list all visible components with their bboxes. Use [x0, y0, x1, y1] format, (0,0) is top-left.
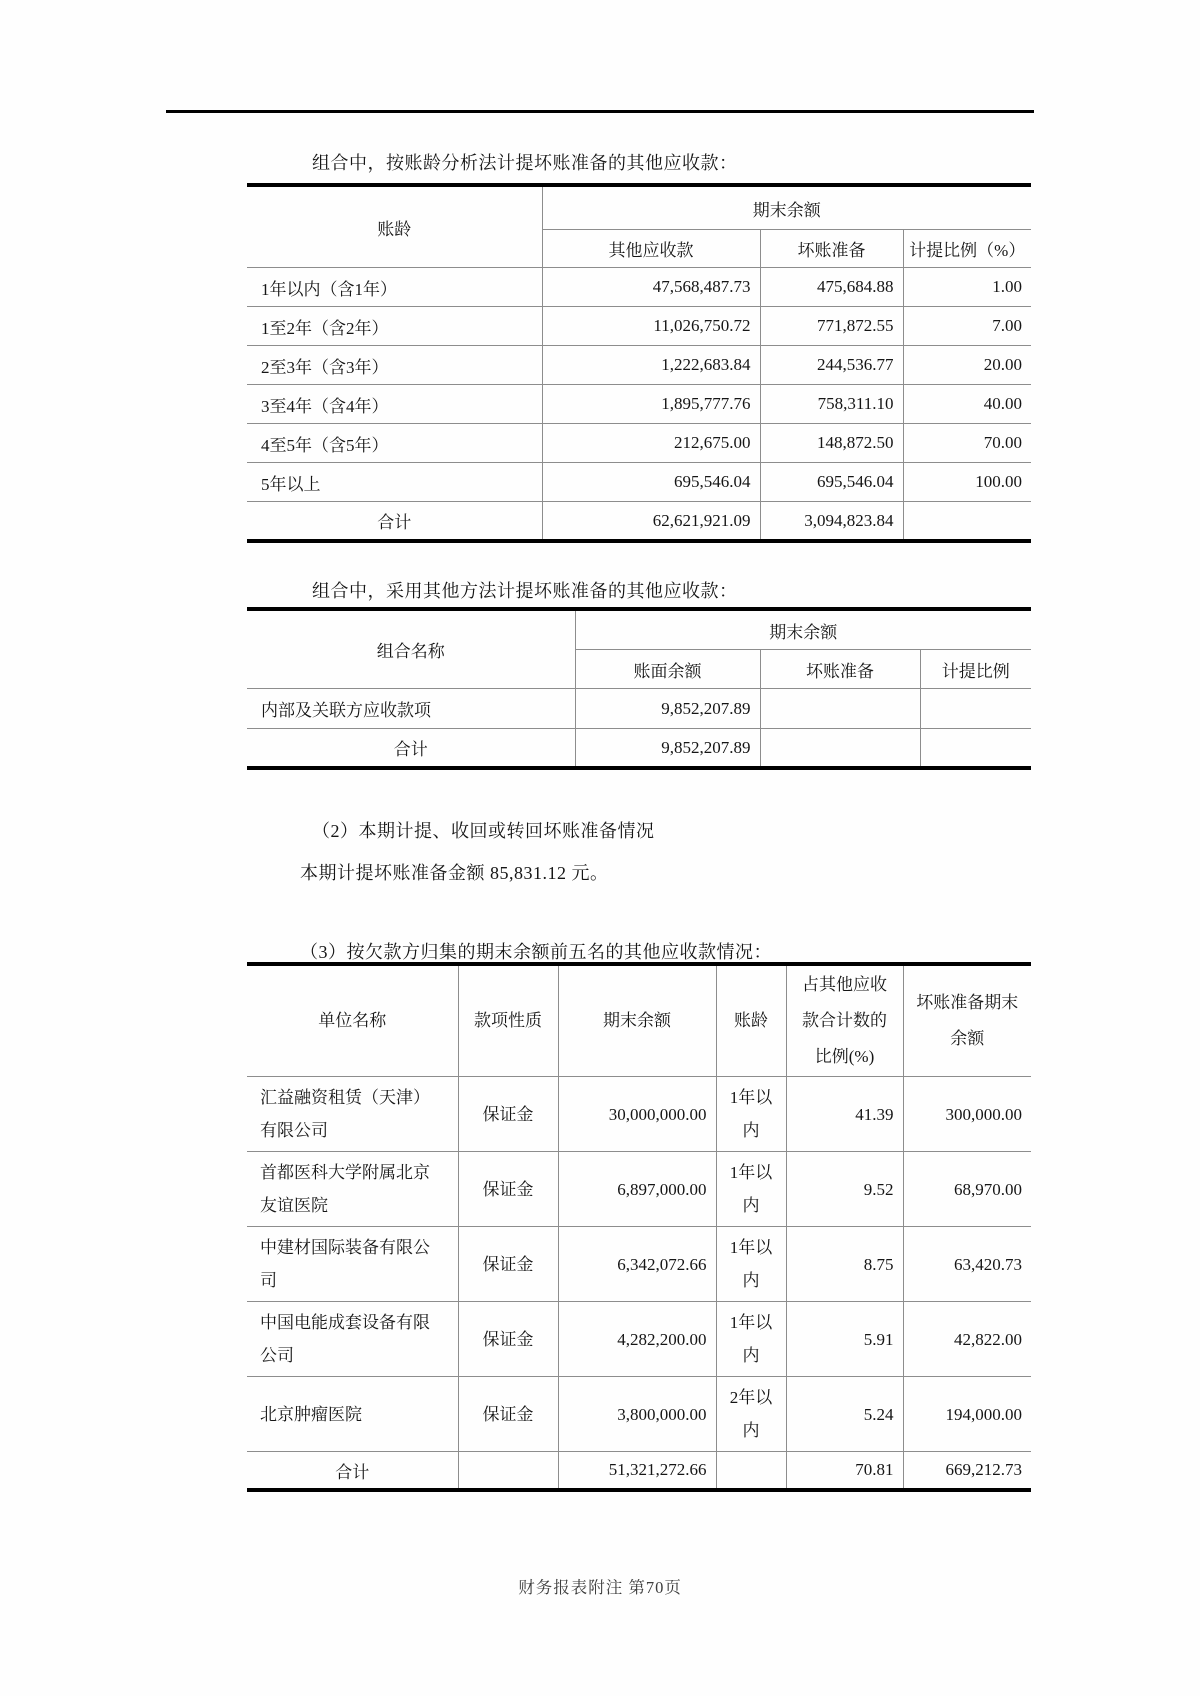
unit-cell: 中建材国际装备有限公司	[247, 1227, 458, 1302]
table-row	[247, 689, 1031, 729]
section1-title: 组合中，按账龄分析法计提坏账准备的其他应收款：	[312, 153, 738, 173]
total-label-cell: 合计	[247, 729, 575, 769]
provision-cell: 695,546.04	[760, 463, 903, 502]
amount-cell: 212,675.00	[542, 424, 760, 463]
col-header-bad-debt: 坏账准备	[760, 230, 903, 268]
table-row	[247, 385, 1031, 424]
balance-cell: 6,342,072.66	[558, 1227, 716, 1302]
col-header-ending-balance: 期末余额	[558, 964, 716, 1077]
aging-cell: 1至2年（含2年）	[247, 307, 542, 346]
aging-cell: 5年以上	[247, 463, 542, 502]
portfolio-name-cell: 内部及关联方应收款项	[247, 689, 575, 729]
unit-cell: 汇益融资租赁（天津）有限公司	[247, 1077, 458, 1152]
age-cell: 1年以内	[716, 1152, 786, 1227]
provision-cell: 63,420.73	[903, 1227, 1031, 1302]
section3-title: （3）按欠款方归集的期末余额前五名的其他应收款情况：	[300, 942, 772, 962]
table-header-row	[247, 185, 1031, 230]
ratio-cell: 70.00	[903, 424, 1031, 463]
table-row	[247, 268, 1031, 307]
age-cell	[716, 1452, 786, 1491]
top-five-debtors-table	[247, 962, 1031, 1492]
amount-cell: 11,026,750.72	[542, 307, 760, 346]
provision-cell: 300,000.00	[903, 1077, 1031, 1152]
nature-cell: 保证金	[458, 1377, 558, 1452]
provision-cell: 148,872.50	[760, 424, 903, 463]
table-row	[247, 1302, 1031, 1377]
unit-cell: 北京肿瘤医院	[247, 1377, 458, 1452]
ratio-cell: 5.91	[786, 1302, 903, 1377]
ratio-cell: 70.81	[786, 1452, 903, 1491]
provision-cell: 758,311.10	[760, 385, 903, 424]
ratio-cell: 9.52	[786, 1152, 903, 1227]
table-header-row	[247, 964, 1031, 1077]
balance-cell: 4,282,200.00	[558, 1302, 716, 1377]
amount-cell: 9,852,207.89	[575, 689, 760, 729]
col-header-ending-balance: 期末余额	[542, 185, 1031, 230]
provision-cell: 68,970.00	[903, 1152, 1031, 1227]
balance-cell: 3,800,000.00	[558, 1377, 716, 1452]
balance-cell: 6,897,000.00	[558, 1152, 716, 1227]
amount-cell: 9,852,207.89	[575, 729, 760, 769]
provision-cell: 42,822.00	[903, 1302, 1031, 1377]
amount-cell: 1,895,777.76	[542, 385, 760, 424]
aging-cell: 2至3年（含3年）	[247, 346, 542, 385]
table-row	[247, 463, 1031, 502]
nature-cell: 保证金	[458, 1227, 558, 1302]
table-row	[247, 1077, 1031, 1152]
table-row	[247, 1377, 1031, 1452]
table-total-row	[247, 1452, 1031, 1491]
aging-analysis-table	[247, 183, 1031, 543]
section2-title: 组合中，采用其他方法计提坏账准备的其他应收款：	[312, 581, 738, 601]
page-footer: 财务报表附注 第70页	[518, 1578, 682, 1597]
note-line-2: 本期计提坏账准备金额 85,831.12 元。	[300, 863, 609, 883]
ratio-cell: 8.75	[786, 1227, 903, 1302]
table-row	[247, 1152, 1031, 1227]
col-header-provision: 坏账准备期末余额	[903, 964, 1031, 1077]
col-header-book-balance: 账面余额	[575, 650, 760, 689]
ratio-cell: 7.00	[903, 307, 1031, 346]
table-row	[247, 307, 1031, 346]
unit-cell: 中国电能成套设备有限公司	[247, 1302, 458, 1377]
table-total-row	[247, 502, 1031, 542]
balance-cell: 51,321,272.66	[558, 1452, 716, 1491]
other-method-table	[247, 607, 1031, 770]
col-header-other-receivables: 其他应收款	[542, 230, 760, 268]
nature-cell: 保证金	[458, 1302, 558, 1377]
provision-cell: 771,872.55	[760, 307, 903, 346]
page-top-rule	[166, 110, 1034, 113]
table-total-row	[247, 729, 1031, 769]
ratio-cell: 1.00	[903, 268, 1031, 307]
aging-cell: 4至5年（含5年）	[247, 424, 542, 463]
total-label-cell: 合计	[247, 502, 542, 542]
aging-cell: 3至4年（含4年）	[247, 385, 542, 424]
table-header-row	[247, 609, 1031, 650]
provision-cell: 3,094,823.84	[760, 502, 903, 542]
amount-cell: 62,621,921.09	[542, 502, 760, 542]
ratio-cell	[903, 502, 1031, 542]
age-cell: 1年以内	[716, 1077, 786, 1152]
table-row	[247, 424, 1031, 463]
col-header-bad-debt: 坏账准备	[760, 650, 920, 689]
provision-cell	[760, 689, 920, 729]
ratio-cell: 40.00	[903, 385, 1031, 424]
nature-cell: 保证金	[458, 1152, 558, 1227]
col-header-ratio: 占其他应收款合计数的比例(%)	[786, 964, 903, 1077]
amount-cell: 47,568,487.73	[542, 268, 760, 307]
col-header-ratio: 计提比例	[920, 650, 1031, 689]
age-cell: 1年以内	[716, 1227, 786, 1302]
col-header-aging: 账龄	[247, 185, 542, 268]
provision-cell: 194,000.00	[903, 1377, 1031, 1452]
unit-cell: 首都医科大学附属北京友谊医院	[247, 1152, 458, 1227]
col-header-nature: 款项性质	[458, 964, 558, 1077]
total-label-cell: 合计	[247, 1452, 458, 1491]
provision-cell: 244,536.77	[760, 346, 903, 385]
ratio-cell: 100.00	[903, 463, 1031, 502]
ratio-cell: 20.00	[903, 346, 1031, 385]
ratio-cell: 41.39	[786, 1077, 903, 1152]
table-row	[247, 1227, 1031, 1302]
balance-cell: 30,000,000.00	[558, 1077, 716, 1152]
amount-cell: 1,222,683.84	[542, 346, 760, 385]
provision-cell: 475,684.88	[760, 268, 903, 307]
ratio-cell: 5.24	[786, 1377, 903, 1452]
age-cell: 2年以内	[716, 1377, 786, 1452]
col-header-unit-name: 单位名称	[247, 964, 458, 1077]
ratio-cell	[920, 729, 1031, 769]
table-row	[247, 346, 1031, 385]
note-line-1: （2）本期计提、收回或转回坏账准备情况	[312, 821, 655, 841]
nature-cell: 保证金	[458, 1077, 558, 1152]
aging-cell: 1年以内（含1年）	[247, 268, 542, 307]
provision-cell	[760, 729, 920, 769]
col-header-ratio: 计提比例（%）	[903, 230, 1031, 268]
col-header-aging: 账龄	[716, 964, 786, 1077]
ratio-cell	[920, 689, 1031, 729]
col-header-portfolio-name: 组合名称	[247, 609, 575, 689]
amount-cell: 695,546.04	[542, 463, 760, 502]
nature-cell	[458, 1452, 558, 1491]
provision-cell: 669,212.73	[903, 1452, 1031, 1491]
col-header-ending-balance: 期末余额	[575, 609, 1031, 650]
age-cell: 1年以内	[716, 1302, 786, 1377]
